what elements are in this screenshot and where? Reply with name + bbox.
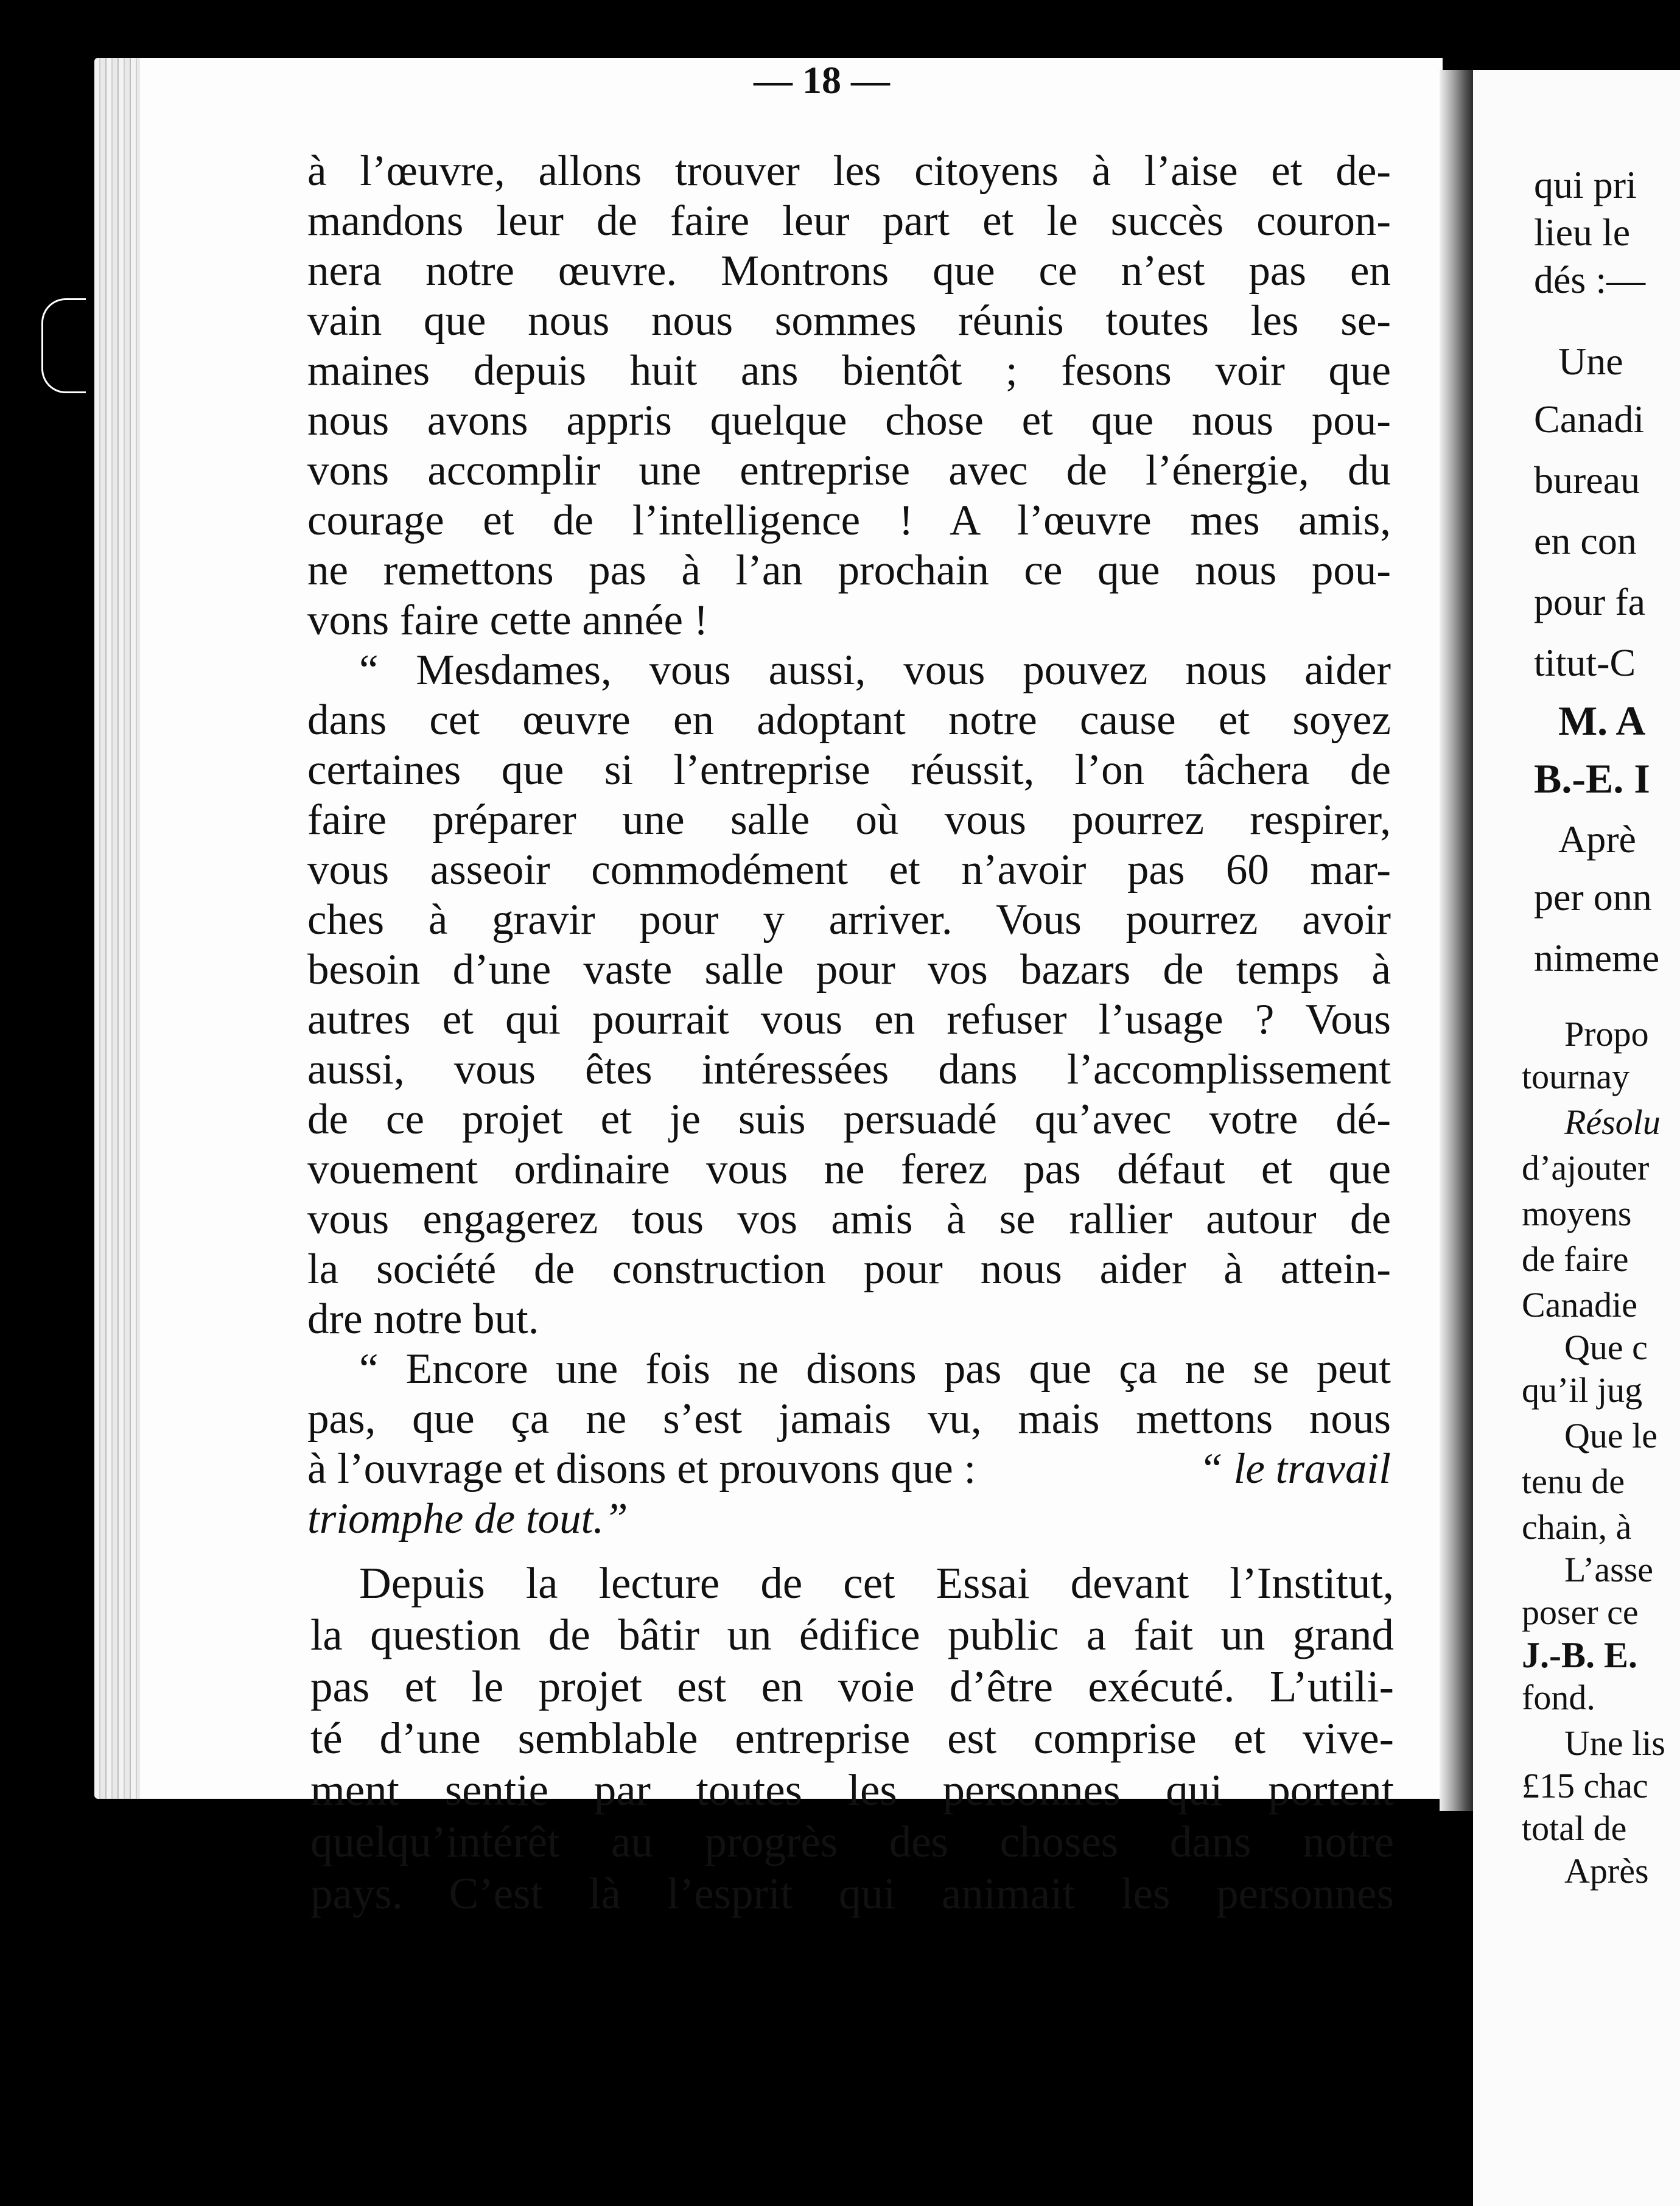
text-line: Canadie: [1522, 1285, 1638, 1325]
text-line: nera notre œuvre. Montrons que ce n’est pas en: [307, 247, 1391, 295]
text-line: ches à gravir pour y arriver. Vous pourrez avoir: [307, 896, 1391, 944]
text-line: qu’il jug: [1522, 1370, 1643, 1410]
text-line: moyens: [1522, 1194, 1632, 1233]
text-line: M. A: [1558, 698, 1646, 744]
text-line: vous asseoir commodément et n’avoir pas 60 mar-: [307, 846, 1391, 894]
text-line: L’asse: [1564, 1550, 1654, 1589]
text-line: Une: [1558, 340, 1623, 383]
text-line: chain, à: [1522, 1507, 1632, 1547]
quote-text: “ le travail: [1199, 1445, 1391, 1493]
text-line: de faire: [1522, 1239, 1629, 1279]
text-line: poser ce: [1522, 1592, 1639, 1632]
text-line: en con: [1534, 519, 1637, 562]
text-line: ment sentie par toutes les personnes qui portent: [310, 1765, 1394, 1815]
text-line: courage et de l’intelligence ! A l’œuvre mes amis,: [307, 497, 1391, 544]
text-line: tournay: [1522, 1057, 1630, 1096]
text-line: besoin d’une vaste salle pour vos bazars de temps à: [307, 946, 1391, 993]
text-line: faire préparer une salle où vous pourrez respirer,: [307, 796, 1391, 844]
text-line: nous avons appris quelque chose et que nous pou-: [307, 397, 1391, 444]
text-line: mandons leur de faire leur part et le succès couron-: [307, 197, 1391, 245]
text-line: Après: [1564, 1851, 1649, 1891]
text-line: la société de construction pour nous aider à attein-: [307, 1245, 1391, 1293]
text-line: de ce projet et je suis persuadé qu’avec votre dé-: [307, 1096, 1391, 1143]
text-line: té d’une semblable entreprise est comprise et vive-: [310, 1714, 1394, 1763]
text-line: pas, que ça ne s’est jamais vu, mais mettons nous: [307, 1395, 1391, 1443]
text-line: tenu de: [1522, 1462, 1625, 1501]
text-line: la question de bâtir un édifice public a fait un grand: [310, 1610, 1394, 1659]
text-line: pays. C’est là l’esprit qui animait les personnes: [310, 1869, 1394, 1918]
text-line: Canadi: [1534, 397, 1645, 441]
text-line: maines depuis huit ans bientôt ; fesons voir que: [307, 347, 1391, 394]
text-line: vons accomplir une entreprise avec de l’énergie, du: [307, 447, 1391, 494]
text-line: Résolu: [1564, 1102, 1661, 1142]
page-number: — 18 —: [754, 58, 890, 102]
quote-text: triomphe de tout.”: [307, 1495, 628, 1542]
text-line: dans cet œuvre en adoptant notre cause et soyez: [307, 696, 1391, 744]
text-line: Une lis: [1564, 1723, 1665, 1763]
text-line: total de: [1522, 1809, 1627, 1848]
text-line: Que le: [1564, 1416, 1657, 1455]
text-line: bureau: [1534, 458, 1640, 502]
text-line: quelqu’intérêt au progrès des choses dans notre: [310, 1817, 1394, 1866]
text-line: Aprè: [1558, 818, 1636, 861]
text-line: Depuis la lecture de cet Essai devant l’Institut,: [359, 1558, 1394, 1608]
text-line: d’ajouter: [1522, 1148, 1650, 1188]
text-line: Propo: [1564, 1014, 1649, 1054]
text-line: vain que nous nous sommes réunis toutes les se-: [307, 297, 1391, 345]
text-line: à l’œuvre, allons trouver les citoyens à l’aise et de-: [307, 147, 1391, 195]
text-line: titut-C: [1534, 641, 1636, 684]
text-line: pour fa: [1534, 580, 1646, 623]
text-line: dre notre but.: [307, 1295, 539, 1343]
text-line: £15 chac: [1522, 1766, 1648, 1805]
text-line: dés :—: [1534, 258, 1646, 301]
text-line: autres et qui pourrait vous en refuser l’usage ? Vous: [307, 996, 1391, 1043]
text-line: B.-E. I: [1534, 755, 1650, 802]
text-line: per onn: [1534, 875, 1652, 919]
binding-thread: [41, 298, 86, 393]
text-line: J.-B. E.: [1522, 1635, 1638, 1675]
text-line: vons faire cette année !: [307, 597, 709, 644]
text-line: “ Encore une fois ne disons pas que ça ne se peut: [359, 1345, 1391, 1393]
text-line: qui pri: [1534, 163, 1637, 206]
text-line: à l’ouvrage et disons et prouvons que :: [307, 1445, 976, 1493]
text-line: pas et le projet est en voie d’être exécuté. L’utili-: [310, 1662, 1394, 1711]
text-line: aussi, vous êtes intéressées dans l’accomplissement: [307, 1046, 1391, 1093]
text-line: nimeme: [1534, 936, 1660, 979]
text-line: ne remettons pas à l’an prochain ce que nous pou-: [307, 547, 1391, 594]
text-line: vouement ordinaire vous ne ferez pas défaut et que: [307, 1146, 1391, 1193]
text-line: vous engagerez tous vos amis à se rallier autour de: [307, 1196, 1391, 1243]
text-line: “ Mesdames, vous aussi, vous pouvez nous aider: [359, 646, 1391, 694]
page-gutter: [1440, 70, 1476, 1811]
text-line: fond.: [1522, 1678, 1595, 1717]
text-line: lieu le: [1534, 211, 1631, 254]
text-line: Que c: [1564, 1328, 1648, 1367]
text-line: certaines que si l’entreprise réussit, l’on tâchera de: [307, 746, 1391, 794]
